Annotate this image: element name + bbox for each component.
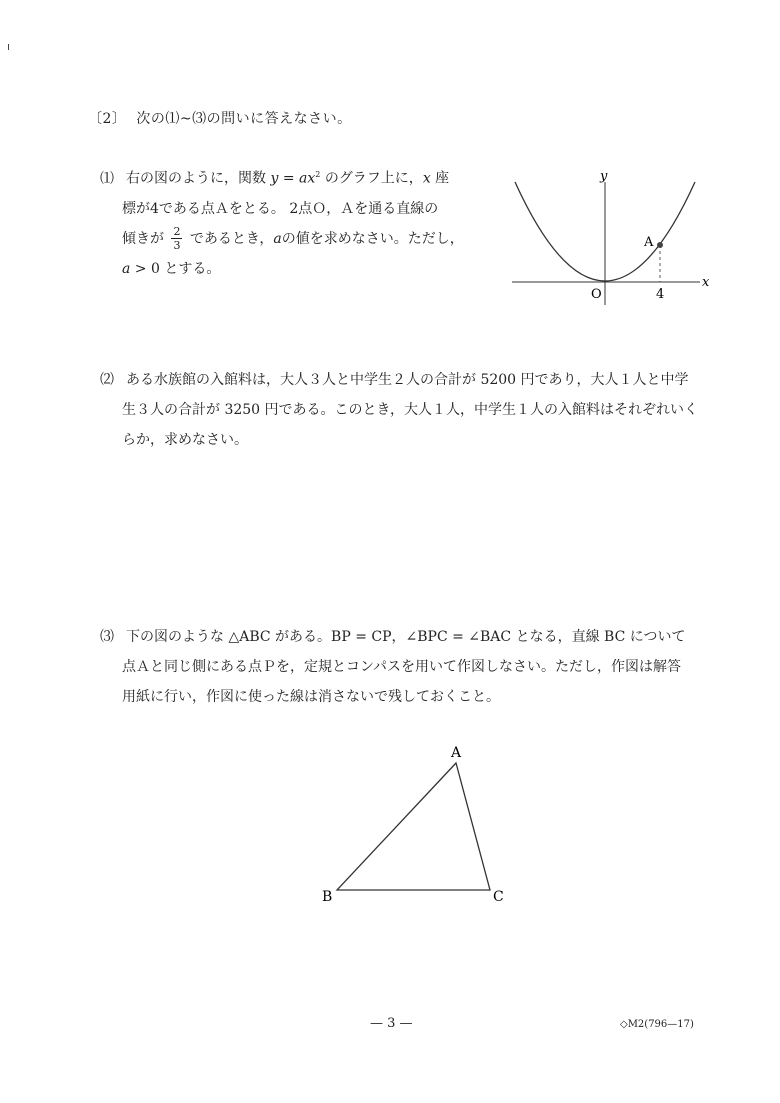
q1-text-line1-a: 右の図のように，関数: [126, 170, 266, 187]
exam-code: ◇M2(796—17): [620, 1019, 694, 1030]
q2-text-line2: 生３人の合計が 3250 円である。このとき，大人１人，中学生１人の入館料はそれぞれいく: [122, 402, 698, 418]
q1-eq-sign: =: [278, 170, 300, 187]
question-2-label: ⑵: [100, 372, 114, 388]
q1-fraction: [171, 225, 182, 252]
section-header: [88, 108, 352, 128]
q3-text-line3: 用紙に行い，作図に使った線は消さないで残しておくこと。: [122, 689, 500, 705]
q1-var-a: a: [273, 230, 282, 247]
margin-mark: [8, 44, 9, 50]
graph-point-a-label: A: [644, 235, 654, 250]
q3-text-line2: 点Ａと同じ側にある点Ｐを，定規とコンパスを用いて作図しなさい。ただし，作図は解答: [122, 659, 682, 675]
graph-y-label: y: [600, 169, 608, 184]
q1-eq-y: y: [270, 170, 279, 187]
q1-fraction-denominator: 3: [173, 239, 181, 253]
q3-text-line1: 下の図のような △ABC がある。BP = CP，∠BPC = ∠BAC となる，直線 BC について: [126, 629, 686, 645]
q2-text-line1: ある水族館の入館料は，大人３人と中学生２人の合計が 5200 円であり，大人１人と中学: [126, 372, 689, 388]
q1-fraction-numerator: 2: [173, 225, 181, 239]
q1-text-line1-b: のグラフ上に，: [324, 170, 423, 187]
triangle-shape: [337, 763, 490, 890]
question-1-label: ⑴: [100, 170, 114, 187]
graph-tick-4-label: 4: [656, 287, 665, 302]
q1-eq-exp: 2: [315, 170, 321, 179]
question-3-label: ⑶: [100, 629, 114, 645]
page-number: — 3 —: [370, 1016, 413, 1031]
q1-text-line3-c: の値を求めなさい。ただし，: [281, 230, 464, 247]
q1-text-line2: 標が4である点Ａをとる。 2点Ｏ，Ａを通る直線の: [122, 200, 439, 217]
q1-var-a-2: a: [122, 260, 131, 277]
triangle-abc: [310, 735, 520, 915]
vertex-a-label: A: [451, 745, 462, 761]
q1-eq-ax: ax: [299, 170, 316, 187]
section-instruction: 次の⑴~⑶の問いに答えなさい。: [136, 111, 352, 127]
question-2: [100, 365, 698, 455]
point-a: [657, 242, 663, 248]
vertex-c-label: C: [493, 889, 504, 905]
parabola-graph: [500, 160, 720, 310]
graph-origin-label: O: [591, 287, 602, 302]
q1-text-line4: > 0 とする。: [130, 260, 221, 277]
question-1: [100, 160, 464, 284]
section-number: 〔2〕: [88, 111, 127, 127]
graph-x-label: x: [702, 275, 710, 290]
q1-text-line3-a: 傾きが: [122, 230, 164, 247]
question-3: [100, 622, 685, 712]
q1-text-line3-b: であるとき，: [189, 230, 274, 247]
vertex-b-label: B: [322, 889, 333, 905]
q2-text-line3: らか，求めなさい。: [122, 432, 248, 448]
q1-text-line1-c: 座: [435, 170, 450, 187]
q1-var-x: x: [422, 170, 431, 187]
